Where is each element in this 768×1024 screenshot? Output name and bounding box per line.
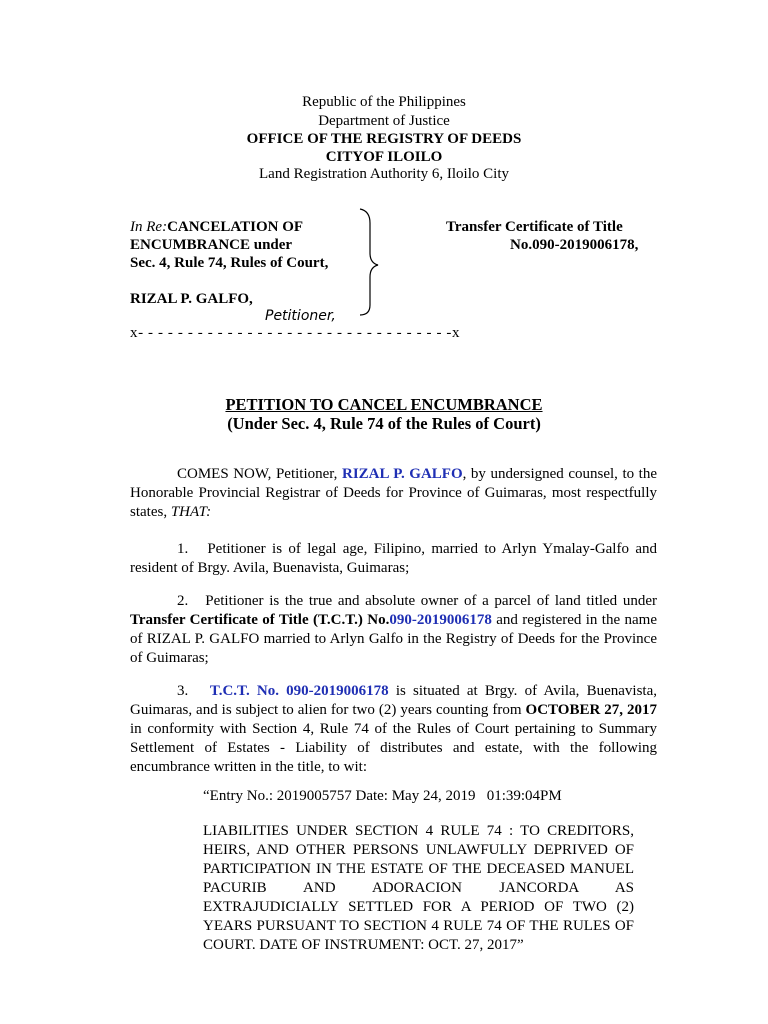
paragraph-1-text: Petitioner is of legal age, Filipino, married to Arlyn Ymalay-Galfo and resident of Brgy. Avila, Buenavista, Guimaras; — [130, 541, 657, 576]
petitioner-name: RIZAL P. GALFO, — [130, 291, 253, 307]
paragraph-1 — [130, 540, 657, 578]
quote-entry-line: “Entry No.: 2019005757 Date: May 24, 2019 01:39:04PM — [203, 788, 562, 804]
paragraph-3-number: 3. — [177, 683, 189, 699]
case-title-part2: ENCUMBRANCE under — [130, 237, 293, 253]
intro-that: THAT: — [170, 504, 212, 520]
case-title-part3: Sec. 4, Rule 74, Rules of Court, — [130, 255, 329, 271]
intro-text-a: COMES NOW, Petitioner, — [177, 466, 342, 482]
paragraph-2-text-a: Petitioner is the true and absolute owner of a parcel of land titled under — [205, 593, 657, 609]
intro-text-b: , by undersigned counsel, to the Honorable Provincial Registrar of Deeds for Province of Guimaras, most respectfully states, — [130, 466, 657, 520]
header-authority: Land Registration Authority 6, Iloilo City — [259, 166, 509, 182]
case-caption-line1 — [130, 219, 303, 236]
petitioner-role: Petitioner, — [265, 308, 336, 324]
caption-brace — [352, 207, 382, 317]
paragraph-3 — [130, 682, 657, 777]
header-office: OFFICE OF THE REGISTRY OF DEEDS — [246, 131, 522, 147]
header-department: Department of Justice — [318, 113, 450, 129]
case-title-part1: CANCELATION OF — [167, 219, 304, 235]
paragraph-3-text-d: in conformity with Section 4, Rule 74 of the Rules of Court pertaining to Summary Settlement of Estates - Liability of distributes and estate, with the following encumbrance written in the title, to wit: — [130, 721, 657, 775]
quote-encumbrance-body: LIABILITIES UNDER SECTION 4 RULE 74 : TO CREDITORS, HEIRS, AND OTHER PERSONS UNLAWFULLY DEPRIVED OF PARTICIPATION IN THE ESTATE OF THE DECEASED MANUEL PACURIB AND ADORACION JANCORDA AS EXTRAJUDICIALLY SETTLED FOR A PERIOD OF TWO (2) YEARS PURSUANT TO SECTION 4 RULE 74 OF THE RULES OF COURT. DATE OF INSTRUMENT: OCT. 27, 2017” — [203, 823, 634, 953]
header-republic: Republic of the Philippines — [302, 94, 466, 110]
document-title: PETITION TO CANCEL ENCUMBRANCE — [225, 395, 543, 414]
paragraph-1-number: 1. — [177, 541, 189, 557]
document-subtitle: (Under Sec. 4, Rule 74 of the Rules of Court) — [227, 414, 541, 433]
paragraph-3-date: OCTOBER 27, 2017 — [525, 702, 657, 718]
paragraph-2-tct-label: Transfer Certificate of Title (T.C.T.) No. — [130, 612, 390, 628]
intro-petitioner-name: RIZAL P. GALFO — [341, 466, 463, 482]
caption-separator: x- - - - - - - - - - - - - - - - - - - - - - - - - - - - - - - -x — [130, 325, 461, 341]
tct-label: Transfer Certificate of Title — [446, 219, 623, 235]
in-re-label: In Re: — [130, 219, 168, 235]
header-city: CITYOF ILOILO — [325, 149, 443, 165]
paragraph-2-number: 2. — [177, 593, 189, 609]
intro-paragraph — [130, 465, 657, 522]
paragraph-3-text-b: is situated at Brgy. of Avila, Buenavista, Guimaras, and is subject to alien for two (2) years counting from — [130, 683, 657, 718]
paragraph-2-text-d: and registered in the name of RIZAL P. GALFO married to Arlyn Galfo in the Registry of Deeds for the Province of Guimaras; — [130, 612, 657, 666]
paragraph-2 — [130, 592, 657, 668]
paragraph-3-tct: T.C.T. No. 090-2019006178 — [209, 683, 389, 699]
tct-number: No.090-2019006178, — [510, 237, 639, 253]
paragraph-2-tct-number: 090-2019006178 — [389, 612, 492, 628]
